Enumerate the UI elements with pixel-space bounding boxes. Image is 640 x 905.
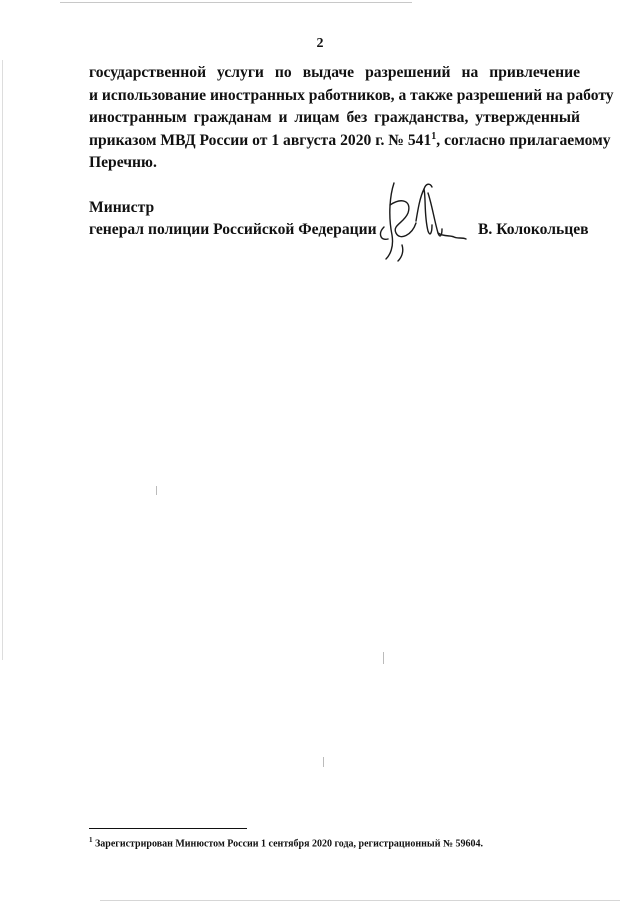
footnote-text: Зарегистрирован Минюстом России 1 сентября 2020 года, регистрационный № 59604. [92, 838, 484, 850]
body-line: государственной услуги по выдаче разрешений на привлечение [89, 64, 580, 81]
signatory-rank: генерал полиции Российской Федерации [89, 221, 377, 238]
scan-top-edge [60, 2, 412, 3]
scan-speck [323, 757, 324, 767]
page-number: 2 [316, 36, 324, 51]
footnote-reference: 1 [431, 130, 437, 142]
signatory-position: Министр [89, 199, 155, 216]
footnote [89, 836, 483, 849]
body-paragraph [89, 62, 614, 175]
body-line: и использование иностранных работников, а также разрешений на работу [89, 86, 614, 104]
scan-speck [156, 486, 157, 495]
body-line-tail: , согласно прилагаемому [436, 131, 611, 149]
handwritten-signature [372, 175, 472, 265]
scan-left-edge [2, 60, 3, 660]
scan-speck [383, 652, 384, 664]
body-line: иностранным гражданам и лицам без гражданства, утвержденный [89, 109, 580, 126]
signatory-title [89, 197, 377, 241]
footnote-marker: 1 [89, 836, 93, 844]
body-line-with-footnote [89, 130, 611, 153]
signer-name: В. Колокольцев [478, 221, 589, 238]
body-line-text: приказом МВД России от 1 августа 2020 г. № 541 [89, 131, 432, 149]
footnote-separator [89, 828, 247, 829]
body-final-line: Перечню. [89, 154, 157, 171]
scan-bottom-edge [100, 900, 620, 901]
